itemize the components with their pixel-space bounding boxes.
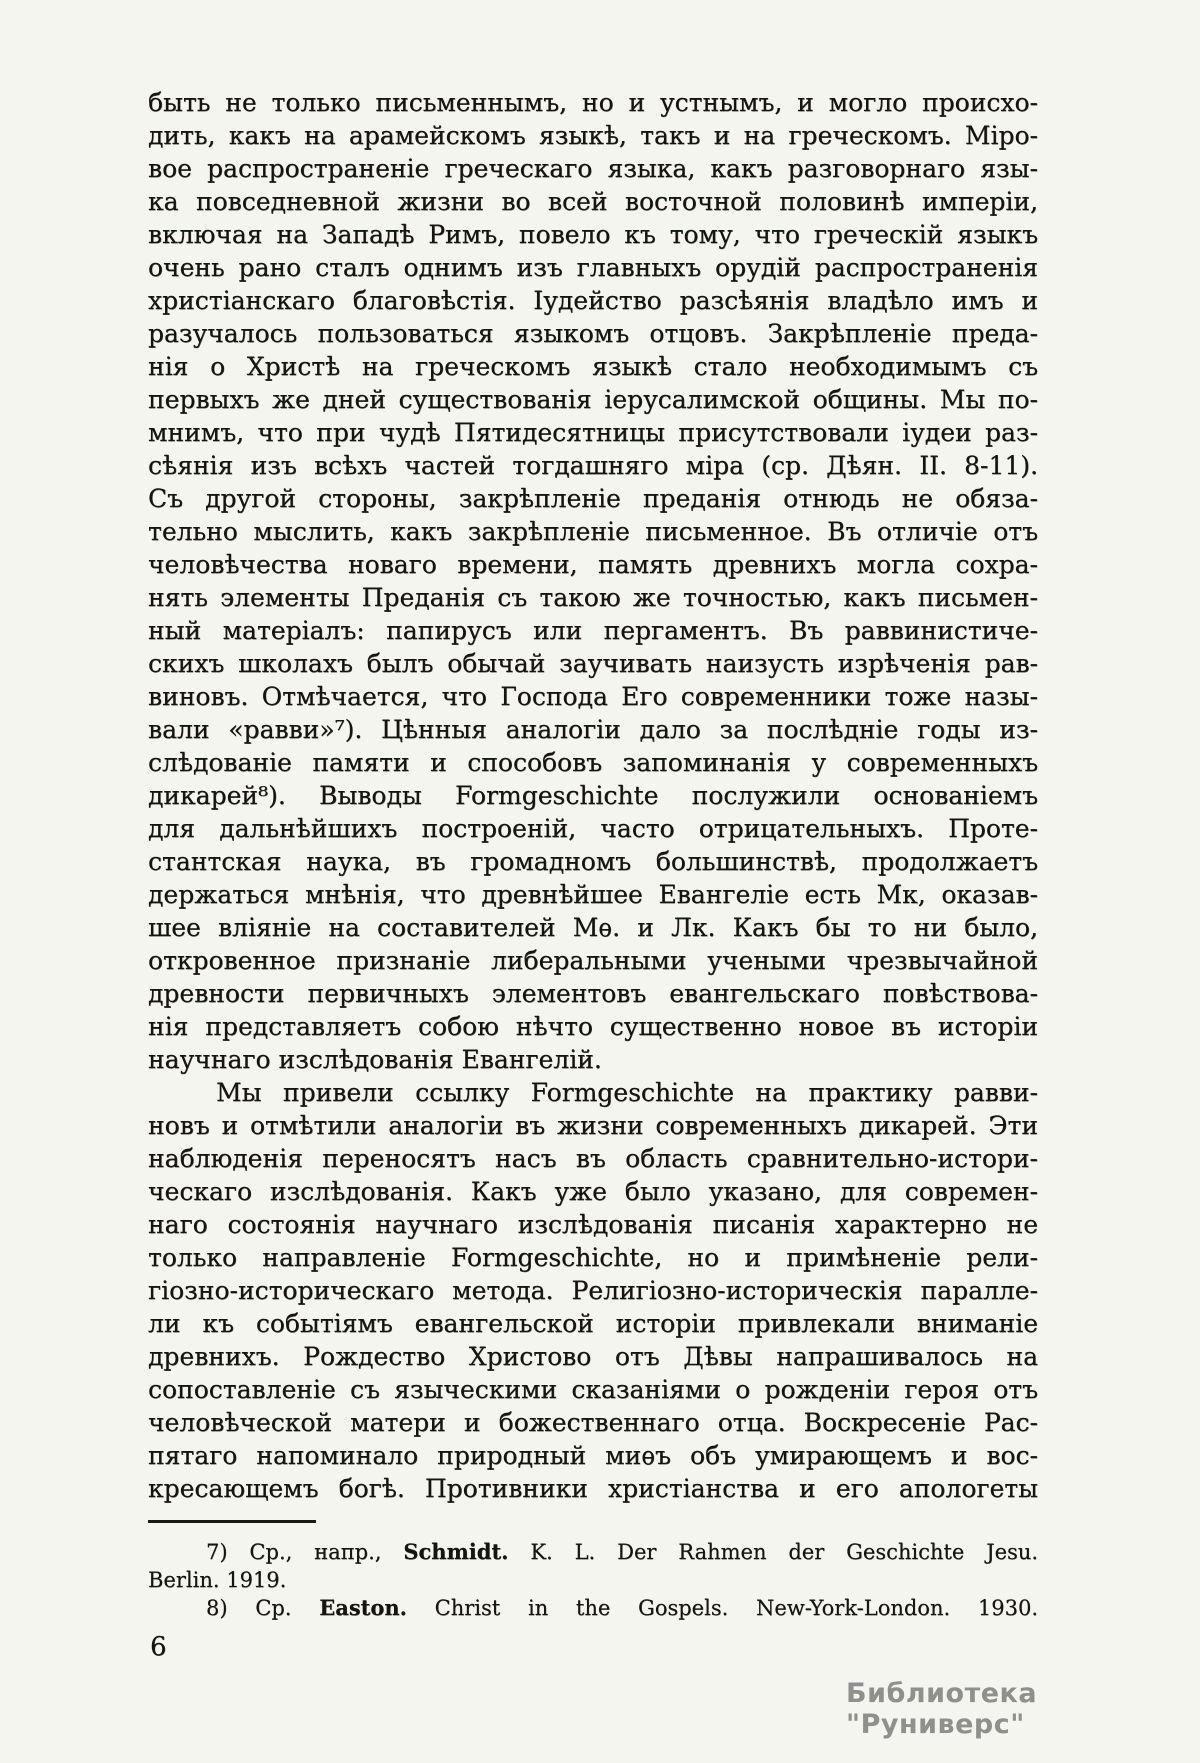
body-line: стантская наука, въ громадномъ большинствѣ, продолжаетъ (148, 847, 1038, 876)
body-line-paragraph-start: Мы привели ссылку Formgeschichte на практику равви- (216, 1078, 1038, 1107)
body-line: разучалось пользоваться языкомъ отцовъ. Закрѣпленіе преда- (148, 319, 1038, 348)
body-line: первыхъ же дней существованія іерусалимской общины. Мы по- (148, 385, 1038, 414)
body-line: вое распространеніе греческаго языка, какъ разговорнаго язы- (148, 154, 1038, 183)
body-line: древности первичныхъ элементовъ евангельскаго повѣствова- (148, 979, 1038, 1008)
body-line: новъ и отмѣтили аналогіи въ жизни современныхъ дикарей. Эти (148, 1111, 1038, 1140)
body-line: нія о Христѣ на греческомъ языкѣ стало необходимымъ съ (148, 352, 1038, 381)
body-text-block (148, 86, 1038, 1505)
body-line-paragraph-end: научнаго изслѣдованія Евангелій. (148, 1045, 602, 1074)
footnotes-block (148, 1538, 1038, 1622)
body-line: ный матеріалъ: папирусъ или пергаментъ. Въ раввинистиче- (148, 616, 1038, 645)
footnote-7-author: Schmidt. (403, 1539, 509, 1564)
body-line: человѣчества новаго времени, память древнихъ могла сохра- (148, 550, 1038, 579)
body-line: держаться мнѣнія, что древнѣйшее Евангеліе есть Мк, оказав- (148, 880, 1038, 909)
library-watermark: Библиотека "Руниверс" (846, 1678, 1038, 1740)
body-line: виновъ. Отмѣчается, что Господа Его современники тоже назы- (148, 682, 1038, 711)
body-line: только направленіе Formgeschichte, но и примѣненіе рели- (148, 1243, 1038, 1272)
body-line: мнимъ, что при чудѣ Пятидесятницы присутствовали іудеи раз- (148, 418, 1038, 447)
body-line: слѣдованіе памяти и способовъ запоминанія у современныхъ (148, 748, 1038, 777)
body-line: нія представляетъ собою нѣчто существенно новое въ исторіи (148, 1012, 1038, 1041)
footnote-8-marker-text: 8) Ср. (206, 1596, 320, 1620)
body-line: наго состоянія научнаго изслѣдованія писанія характерно не (148, 1210, 1038, 1239)
body-line: очень рано сталъ однимъ изъ главныхъ орудій распространенія (148, 253, 1038, 282)
body-line: скихъ школахъ былъ обычай заучивать наизусть изрѣченія рав- (148, 649, 1038, 678)
body-line: нять элементы Преданія съ такою же точностью, какъ письмен- (148, 583, 1038, 612)
body-line: сопоставленіе съ языческими сказаніями о рожденіи героя отъ (148, 1375, 1038, 1404)
body-line: ли къ событіямъ евангельской исторіи привлекали вниманіе (148, 1309, 1038, 1338)
body-line: сѣянія изъ всѣхъ частей тогдашняго міра (ср. Дѣян. II. 8-11). (148, 451, 1038, 480)
body-line: древнихъ. Рождество Христово отъ Дѣвы напрашивалось на (148, 1342, 1038, 1371)
footnote-7 (148, 1538, 1038, 1566)
body-line: быть не только письменнымъ, но и устнымъ, и могло происхо- (148, 88, 1038, 117)
body-line: шее вліяніе на составителей Мѳ. и Лк. Какъ бы то ни было, (148, 913, 1038, 942)
footnote-8-title: Christ in the Gospels. New-York-London. 1930. (406, 1596, 1038, 1620)
body-line: тельно мыслить, какъ закрѣпленіе письменное. Въ отличіе отъ (148, 517, 1038, 546)
footnote-separator-rule (148, 1520, 316, 1523)
footnote-8-author: Easton. (319, 1595, 407, 1620)
body-line: вали «равви»⁷). Цѣнныя аналогіи дало за послѣдніе годы из- (148, 715, 1038, 744)
body-line: христіанскаго благовѣстія. Іудейство разсѣянія владѣло имъ и (148, 286, 1038, 315)
body-line: для дальнѣйшихъ построеній, часто отрицательныхъ. Проте- (148, 814, 1038, 843)
footnote-7-marker-text: 7) Ср., напр., (206, 1540, 404, 1564)
body-line: ческаго изслѣдованія. Какъ уже было указано, для современ- (148, 1177, 1038, 1206)
body-line: кресающемъ богѣ. Противники христіанства и его апологеты (148, 1474, 1038, 1503)
body-line: дикарей⁸). Выводы Formgeschichte послужили основаніемъ (148, 781, 1038, 810)
body-line: наблюденія переносятъ насъ въ область сравнительно-истори- (148, 1144, 1038, 1173)
body-line: дить, какъ на арамейскомъ языкѣ, такъ и на греческомъ. Міро- (148, 121, 1038, 150)
body-line: гіозно-историческаго метода. Религіозно-историческія паралле- (148, 1276, 1038, 1305)
body-line: включая на Западѣ Римъ, повело къ тому, что греческій языкъ (148, 220, 1038, 249)
footnote-7-title: K. L. Der Rahmen der Geschichte Jesu. (508, 1540, 1038, 1564)
body-line: откровенное признаніе либеральными учеными чрезвычайной (148, 946, 1038, 975)
body-line: Съ другой стороны, закрѣпленіе преданія отнюдь не обяза- (148, 484, 1038, 513)
footnote-7-continuation: Berlin. 1919. (148, 1568, 287, 1592)
body-line: пятаго напоминало природный миѳъ объ умирающемъ и вос- (148, 1441, 1038, 1470)
page-number: 6 (150, 1632, 167, 1662)
body-line: ка повседневной жизни во всей восточной половинѣ имперіи, (148, 187, 1038, 216)
body-line: человѣческой матери и божественнаго отца. Воскресеніе Рас- (148, 1408, 1038, 1437)
footnote-8 (148, 1594, 1038, 1622)
